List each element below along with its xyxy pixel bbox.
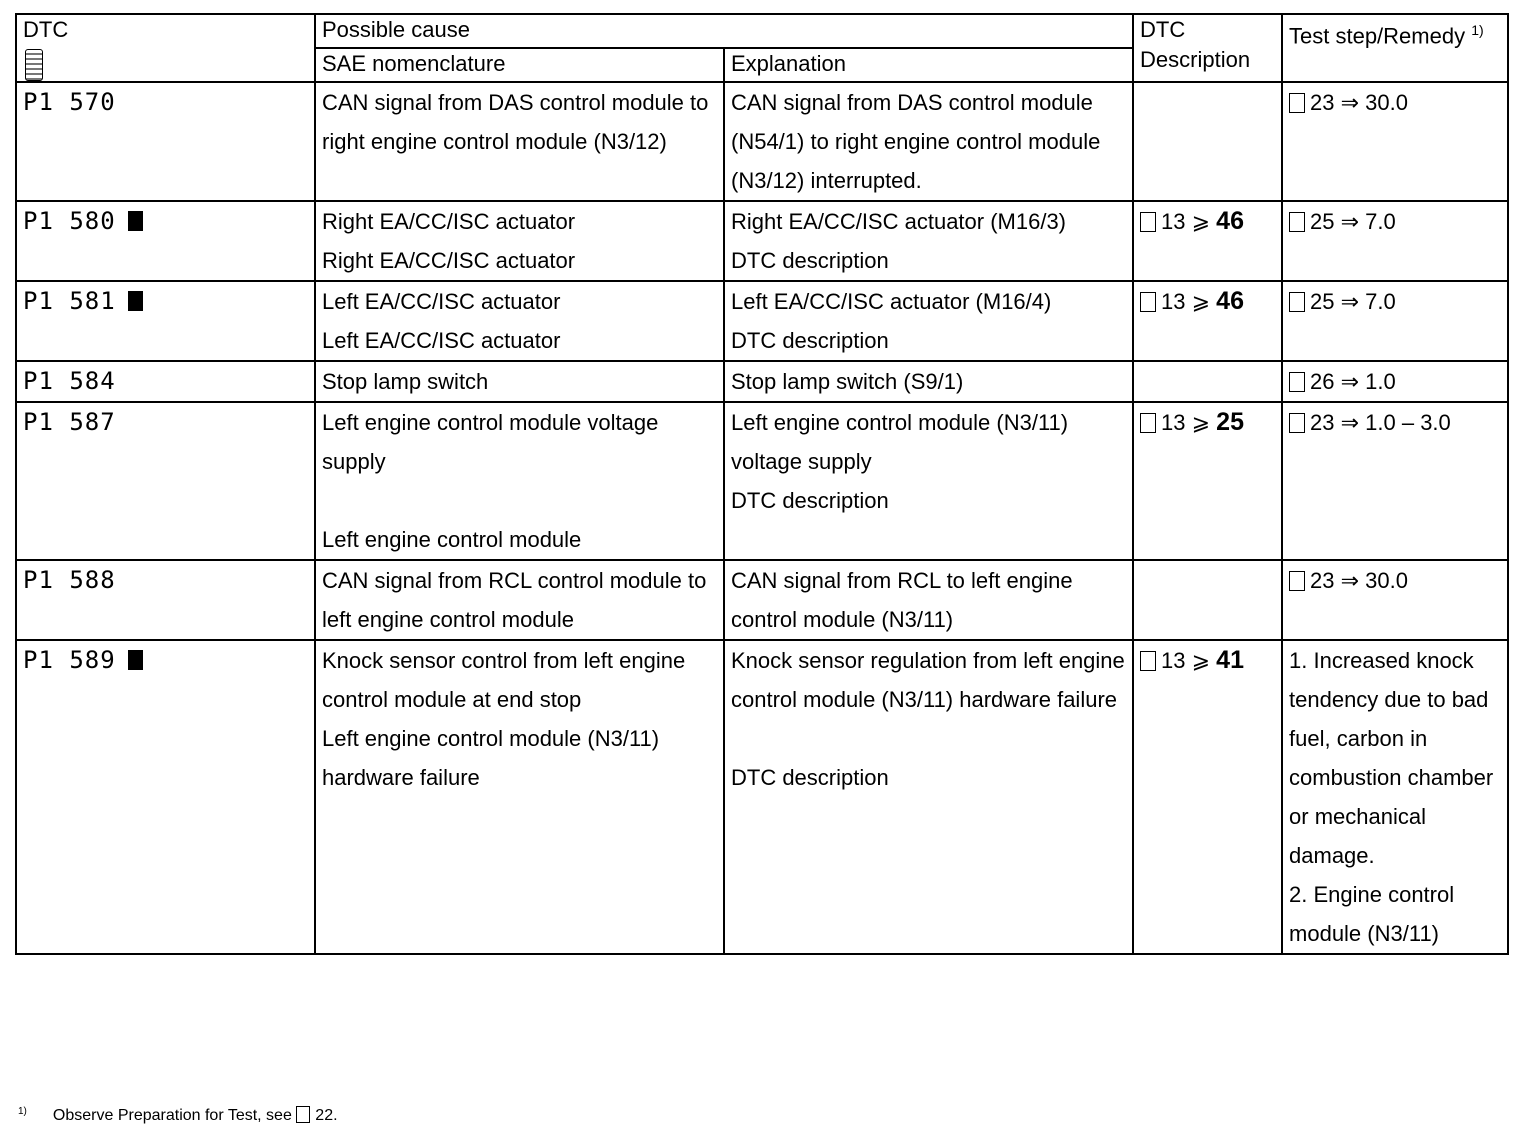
test-step-line: tendency due to bad [1289, 687, 1489, 712]
dtc-code: P1 584 [23, 367, 116, 395]
page-reference-icon [1289, 571, 1305, 591]
dtc-description-cell [1133, 361, 1282, 402]
explanation-line: (N3/12) interrupted. [731, 168, 922, 193]
dtc-description-step: 46 [1216, 207, 1244, 235]
header-dtc-label: DTC [23, 17, 69, 42]
test-step-ref: 23 ⇒ 30.0 [1310, 568, 1408, 593]
dtc-table [15, 13, 1509, 955]
sae-line: control module at end stop [322, 687, 582, 712]
page-reference-icon [1140, 651, 1156, 671]
explanation-cell [724, 281, 1133, 361]
test-step-ref: 25 ⇒ 7.0 [1310, 289, 1396, 314]
sae-line: Left EA/CC/ISC actuator [322, 289, 561, 314]
dtc-code-cell [16, 361, 315, 402]
footnote-mark: 1) [18, 1106, 27, 1117]
dtc-code: P1 580 [23, 207, 116, 235]
test-step-cell [1282, 560, 1508, 640]
dtc-description-step: 46 [1216, 287, 1244, 315]
test-step-ref: 25 ⇒ 7.0 [1310, 209, 1396, 234]
explanation-cell [724, 361, 1133, 402]
header-test-step [1282, 14, 1508, 82]
test-step-cell [1282, 82, 1508, 201]
explanation-cell [724, 201, 1133, 281]
dtc-description-cell [1133, 82, 1282, 201]
stored-fault-marker-icon [128, 291, 143, 311]
sae-line: Knock sensor control from left engine [322, 648, 686, 673]
dtc-description-cell [1133, 281, 1282, 361]
explanation-cell [724, 560, 1133, 640]
header-dtc-description-line1: DTC [1140, 17, 1186, 42]
test-step-cell [1282, 361, 1508, 402]
page-reference-icon [1289, 93, 1305, 113]
sae-line: left engine control module [322, 607, 574, 632]
explanation-line: control module (N3/11) [731, 607, 954, 632]
sae-cell [315, 640, 724, 954]
dtc-code: P1 588 [23, 566, 116, 594]
test-step-ref: 26 ⇒ 1.0 [1310, 369, 1396, 394]
dtc-description-cell [1133, 402, 1282, 560]
sae-line: Right EA/CC/ISC actuator [322, 248, 576, 273]
page-reference-icon [1140, 413, 1156, 433]
dtc-code: P1 587 [23, 408, 116, 436]
dtc-description-step: 25 [1216, 408, 1244, 436]
test-step-line: module (N3/11) [1289, 921, 1440, 946]
sae-cell [315, 361, 724, 402]
dtc-description-ref: 13 ⩾ [1161, 648, 1211, 673]
table-row [16, 560, 1508, 640]
table-row [16, 281, 1508, 361]
dtc-code-cell [16, 201, 315, 281]
dtc-description-cell [1133, 201, 1282, 281]
explanation-line: Left EA/CC/ISC actuator (M16/4) [731, 289, 1052, 314]
sae-line: Left engine control module [322, 527, 582, 552]
page-reference-icon [1140, 292, 1156, 312]
sae-cell [315, 82, 724, 201]
header-explanation: Explanation [724, 48, 1133, 82]
explanation-line: DTC description [731, 248, 889, 273]
test-step-line: or mechanical [1289, 804, 1426, 829]
footnote-text: Observe Preparation for Test, see [52, 1107, 292, 1124]
explanation-line: CAN signal from RCL to left engine [731, 568, 1073, 593]
table-row [16, 82, 1508, 201]
explanation-cell [724, 402, 1133, 560]
sae-line: Stop lamp switch [322, 369, 489, 394]
header-dtc-description [1133, 14, 1282, 82]
sae-cell [315, 281, 724, 361]
explanation-line: DTC description [731, 328, 889, 353]
dtc-description-ref: 13 ⩾ [1161, 209, 1211, 234]
test-step-line: 2. Engine control [1289, 882, 1455, 907]
test-step-cell [1282, 281, 1508, 361]
header-dtc-description-line2: Description [1140, 47, 1251, 72]
sae-line: Right EA/CC/ISC actuator [322, 209, 576, 234]
explanation-line: DTC description [731, 765, 889, 790]
dtc-code: P1 581 [23, 287, 116, 315]
table-row [16, 402, 1508, 560]
stored-fault-marker-icon [128, 211, 143, 231]
explanation-line [731, 719, 1126, 758]
page-reference-icon [1289, 212, 1305, 232]
test-step-cell [1282, 402, 1508, 560]
dtc-description-ref: 13 ⩾ [1161, 289, 1211, 314]
dtc-code: P1 570 [23, 88, 116, 116]
sae-line: right engine control module (N3/12) [322, 129, 667, 154]
dtc-code-cell [16, 402, 315, 560]
test-step-line: fuel, carbon in [1289, 726, 1428, 751]
page-reference-icon [1289, 372, 1305, 392]
sae-cell [315, 402, 724, 560]
dtc-description-cell [1133, 560, 1282, 640]
explanation-line: control module (N3/11) hardware failure [731, 687, 1117, 712]
handheld-tester-icon [25, 49, 43, 81]
explanation-line: Right EA/CC/ISC actuator (M16/3) [731, 209, 1067, 234]
sae-line: Left EA/CC/ISC actuator [322, 328, 561, 353]
sae-cell [315, 560, 724, 640]
explanation-line: (N54/1) to right engine control module [731, 129, 1101, 154]
sae-line [322, 481, 717, 520]
explanation-cell [724, 640, 1133, 954]
table-row [16, 201, 1508, 281]
dtc-description-step: 41 [1216, 646, 1244, 674]
table-row [16, 361, 1508, 402]
page-reference-icon [1140, 212, 1156, 232]
explanation-line: voltage supply [731, 449, 872, 474]
explanation-line: Stop lamp switch (S9/1) [731, 369, 964, 394]
dtc-description-ref: 13 ⩾ [1161, 410, 1211, 435]
test-step-cell [1282, 201, 1508, 281]
sae-line: Left engine control module voltage supply [322, 410, 659, 474]
test-step-cell [1282, 640, 1508, 954]
footnote [18, 1102, 338, 1126]
sae-line: CAN signal from DAS control module to [322, 90, 709, 115]
dtc-code-cell [16, 82, 315, 201]
sae-line: Left engine control module (N3/11) [322, 726, 660, 751]
header-possible-cause: Possible cause [315, 14, 1133, 48]
test-step-line: damage. [1289, 843, 1375, 868]
dtc-code: P1 589 [23, 646, 116, 674]
sae-line: hardware failure [322, 765, 480, 790]
stored-fault-marker-icon [128, 650, 143, 670]
explanation-line: Knock sensor regulation from left engine [731, 648, 1125, 673]
header-test-step-label: Test step/Remedy [1289, 23, 1466, 49]
sae-line: CAN signal from RCL control module to [322, 568, 707, 593]
test-step-line: 1. Increased knock [1289, 648, 1474, 673]
explanation-line: DTC description [731, 488, 889, 513]
dtc-code-cell [16, 281, 315, 361]
test-step-ref: 23 ⇒ 1.0 – 3.0 [1310, 410, 1451, 435]
explanation-cell [724, 82, 1133, 201]
test-step-ref: 23 ⇒ 30.0 [1310, 90, 1408, 115]
dtc-code-cell [16, 560, 315, 640]
header-sae-nomenclature: SAE nomenclature [315, 48, 724, 82]
explanation-line: Left engine control module (N3/11) [731, 410, 1069, 435]
explanation-line: CAN signal from DAS control module [731, 90, 1093, 115]
page-reference-icon [296, 1106, 310, 1123]
page-reference-icon [1289, 413, 1305, 433]
sae-cell [315, 201, 724, 281]
table-row [16, 640, 1508, 954]
footnote-ref: 22. [315, 1107, 338, 1124]
header-test-step-footnote-mark: 1) [1471, 22, 1484, 38]
test-step-line: combustion chamber [1289, 765, 1494, 790]
dtc-code-cell [16, 640, 315, 954]
page-reference-icon [1289, 292, 1305, 312]
header-dtc [16, 14, 315, 82]
dtc-description-cell [1133, 640, 1282, 954]
